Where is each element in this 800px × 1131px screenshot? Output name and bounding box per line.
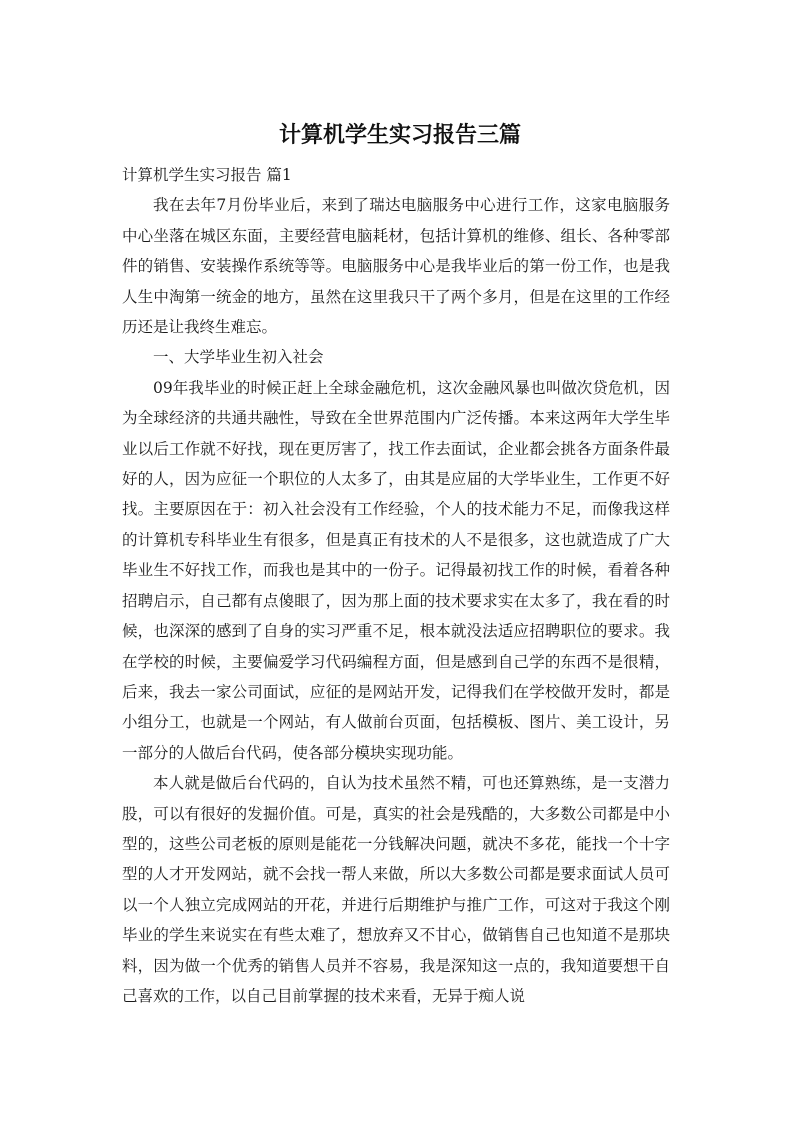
section-label: 计算机学生实习报告 篇1	[122, 166, 292, 184]
section-heading: 一、大学毕业生初入社会	[153, 348, 324, 367]
paragraph: 我在去年7月份毕业后，来到了瑞达电脑服务中心进行工作，这家电脑服务中心坐落在城区东面，主要经营电脑耗材，包括计算机的维修、组长、各种零部件的销售、安装操作系统等等。电脑服务中心是我毕业后的第一份工作，也是我人生中淘第一统金的地方，虽然在这里我只干了两个多月，但是在这里的工作经历还是让我终生难忘。	[122, 196, 670, 337]
document-body	[122, 160, 670, 1011]
paragraph: 09年我毕业的时候正赶上全球金融危机，这次金融风暴也叫做次贷危机，因为全球经济的共通共融性，导致在全世界范围内广泛传播。本来这两年大学生毕业以后工作就不好找，现在更厉害了，找工作去面试，企业都会挑各方面条件最好的人，因为应征一个职位的人太多了，由其是应届的大学毕业生，工作更不好找。主要原因在于：初入社会没有工作经验，个人的技术能力不足，而像我这样的计算机专科毕业生有很多，但是真正有技术的人不是很多，这也就造成了广大毕业生不好找工作，而我也是其中的一份子。记得最初找工作的时候，看着各种招聘启示，自己都有点傻眼了，因为那上面的技术要求实在太多了，我在看的时候，也深深的感到了自身的实习严重不足，根本就没法适应招聘职位的要求。我在学校的时候，主要偏爱学习代码编程方面，但是感到自己学的东西不是很精，后来，我去一家公司面试，应征的是网站开发，记得我们在学校做开发时，都是小组分工，也就是一个网站，有人做前台页面，包括模板、图片、美工设计，另一部分的人做后台代码，使各部分模块实现功能。	[122, 378, 670, 762]
document-title: 计算机学生实习报告三篇	[278, 123, 521, 148]
paragraph: 本人就是做后台代码的，自认为技术虽然不精，可也还算熟练，是一支潜力股，可以有很好的发掘价值。可是，真实的社会是残酷的，大多数公司都是中小型的，这些公司老板的原则是能花一分钱解决问题，就决不多花，能找一个十字型的人才开发网站，就不会找一帮人来做，所以大多数公司都是要求面试人员可以一个人独立完成网站的开花，并进行后期维护与推广工作，可这对于我这个刚毕业的学生来说实在有些太难了，想放弃又不甘心，做销售自己也知道不是那块料，因为做一个优秀的销售人员并不容易，我是深知这一点的，我知道要想干自己喜欢的工作，以自己目前掌握的技术来看，无异于痴人说	[122, 774, 670, 1005]
